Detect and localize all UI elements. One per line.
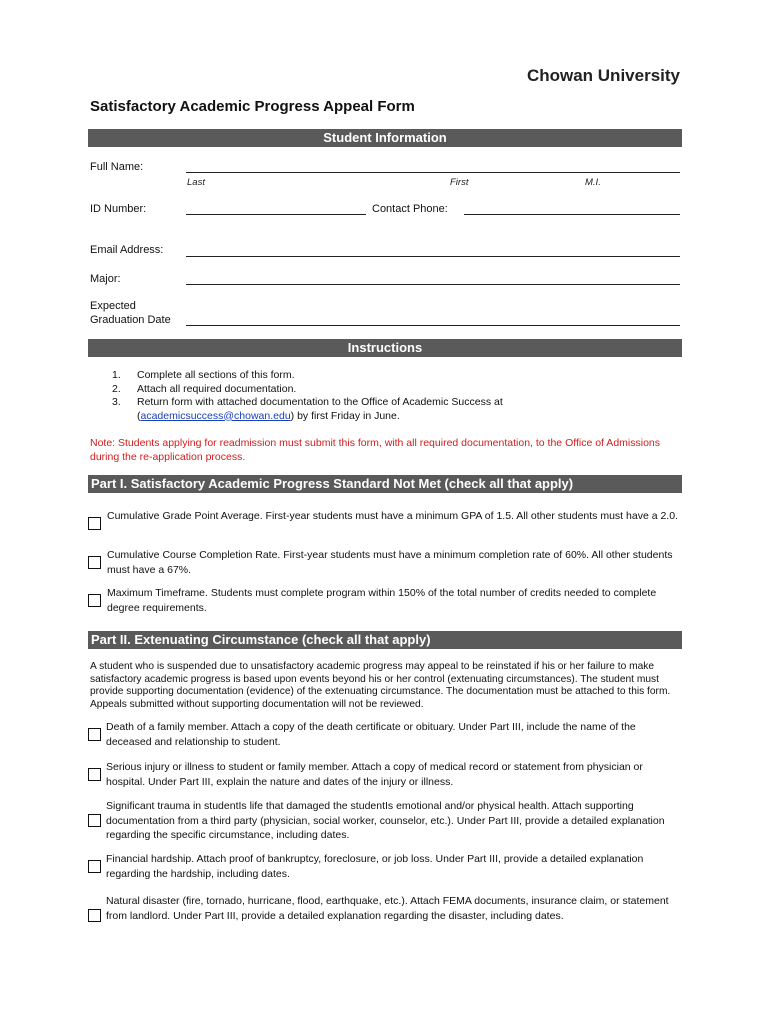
form-title: Satisfactory Academic Progress Appeal Form bbox=[90, 98, 415, 115]
financial-checkbox[interactable] bbox=[88, 860, 101, 873]
instructions-list bbox=[112, 369, 503, 423]
part1-item-gpa: Cumulative Grade Point Average. First-year students must have a minimum GPA of 1.5. All other students must have a 2.0. bbox=[88, 509, 684, 530]
section-header-instructions: Instructions bbox=[88, 339, 682, 357]
major-field[interactable] bbox=[186, 284, 680, 285]
graduation-date-label: Graduation Date bbox=[90, 314, 171, 326]
part2-intro: A student who is suspended due to unsatisfactory academic progress may appeal to be reinstated if his or her failure to make satisfactory academic progress is based upon events beyond his or her control (extenuating circumstances). The student must provide supporting documentation (evidence) of the extenuating circumstance. The documentation must be attached to this form. Appeals submitted without supporting documentation will not be reviewed. bbox=[90, 661, 671, 710]
expected-label: Expected bbox=[90, 300, 136, 312]
section-header-part-2: Part II. Extenuating Circumstance (check all that apply) bbox=[88, 631, 682, 649]
gpa-checkbox[interactable] bbox=[88, 517, 101, 530]
disaster-checkbox[interactable] bbox=[88, 909, 101, 922]
instruction-item: 1. Complete all sections of this form. bbox=[112, 369, 295, 381]
section-header-student-information: Student Information bbox=[88, 129, 682, 147]
part2-item-injury: Serious injury or illness to student or family member. Attach a copy of medical record or statement from physician or hospital. Under Part III, explain the nature and dates of the injury or illness. bbox=[88, 760, 684, 789]
id-number-label: ID Number: bbox=[90, 203, 147, 215]
major-label: Major: bbox=[90, 273, 121, 285]
first-name-label: First bbox=[450, 177, 469, 188]
section-header-part-1: Part I. Satisfactory Academic Progress Standard Not Met (check all that apply) bbox=[88, 475, 682, 493]
contact-phone-label: Contact Phone: bbox=[372, 203, 448, 215]
middle-initial-label: M.I. bbox=[585, 177, 601, 188]
part2-item-death: Death of a family member. Attach a copy of the death certificate or obituary. Under Part III, include the name of the deceased and relationship to student. bbox=[88, 720, 684, 749]
last-name-label: Last bbox=[187, 177, 205, 188]
readmission-note: Note: Students applying for readmission must submit this form, with all required documentation, to the Office of Admissions during the re-application process. bbox=[90, 437, 660, 463]
part2-item-trauma: Significant trauma in studentIs life that damaged the studentIs emotional and/or physical health. Attach supporting documentation from a third party (physician, social worker, counselor, etc.). Under Part III, provide a detailed explanation regarding the specific circumstance, including dates. bbox=[88, 799, 684, 843]
death-checkbox[interactable] bbox=[88, 728, 101, 741]
part1-item-completion-rate: Cumulative Course Completion Rate. First-year students must have a minimum completion rate of 60%. All other students must have a 67%. bbox=[88, 548, 684, 577]
graduation-date-field[interactable] bbox=[186, 325, 680, 326]
email-address-label: Email Address: bbox=[90, 244, 164, 256]
contact-phone-field[interactable] bbox=[464, 214, 680, 215]
completion-rate-checkbox[interactable] bbox=[88, 556, 101, 569]
instruction-item: 3. Return form with attached documentation to the Office of Academic Success at bbox=[112, 396, 503, 408]
full-name-field[interactable] bbox=[186, 172, 680, 173]
injury-checkbox[interactable] bbox=[88, 768, 101, 781]
part2-item-financial: Financial hardship. Attach proof of bankruptcy, foreclosure, or job loss. Under Part III, provide a detailed explanation regarding the hardship, including dates. bbox=[88, 852, 684, 881]
trauma-checkbox[interactable] bbox=[88, 814, 101, 827]
part2-item-disaster: Natural disaster (fire, tornado, hurricane, flood, earthquake, etc.). Attach FEMA documents, insurance claim, or statement from landlord. Under Part III, provide a detailed explanation regarding the disaster, including dates. bbox=[88, 894, 684, 923]
full-name-label: Full Name: bbox=[90, 161, 144, 173]
part1-item-max-timeframe: Maximum Timeframe. Students must complete program within 150% of the total number of credits needed to complete degree requirements. bbox=[88, 586, 684, 615]
max-timeframe-checkbox[interactable] bbox=[88, 594, 101, 607]
instruction-item: 2. Attach all required documentation. bbox=[112, 382, 297, 395]
id-number-field[interactable] bbox=[186, 214, 366, 215]
university-name: Chowan University bbox=[526, 66, 680, 85]
instruction-item-continuation: (academicsuccess@chowan.edu) by first Friday in June. bbox=[137, 409, 400, 422]
email-address-field[interactable] bbox=[186, 256, 680, 257]
academic-success-email-link[interactable]: academicsuccess@chowan.edu bbox=[140, 409, 291, 422]
